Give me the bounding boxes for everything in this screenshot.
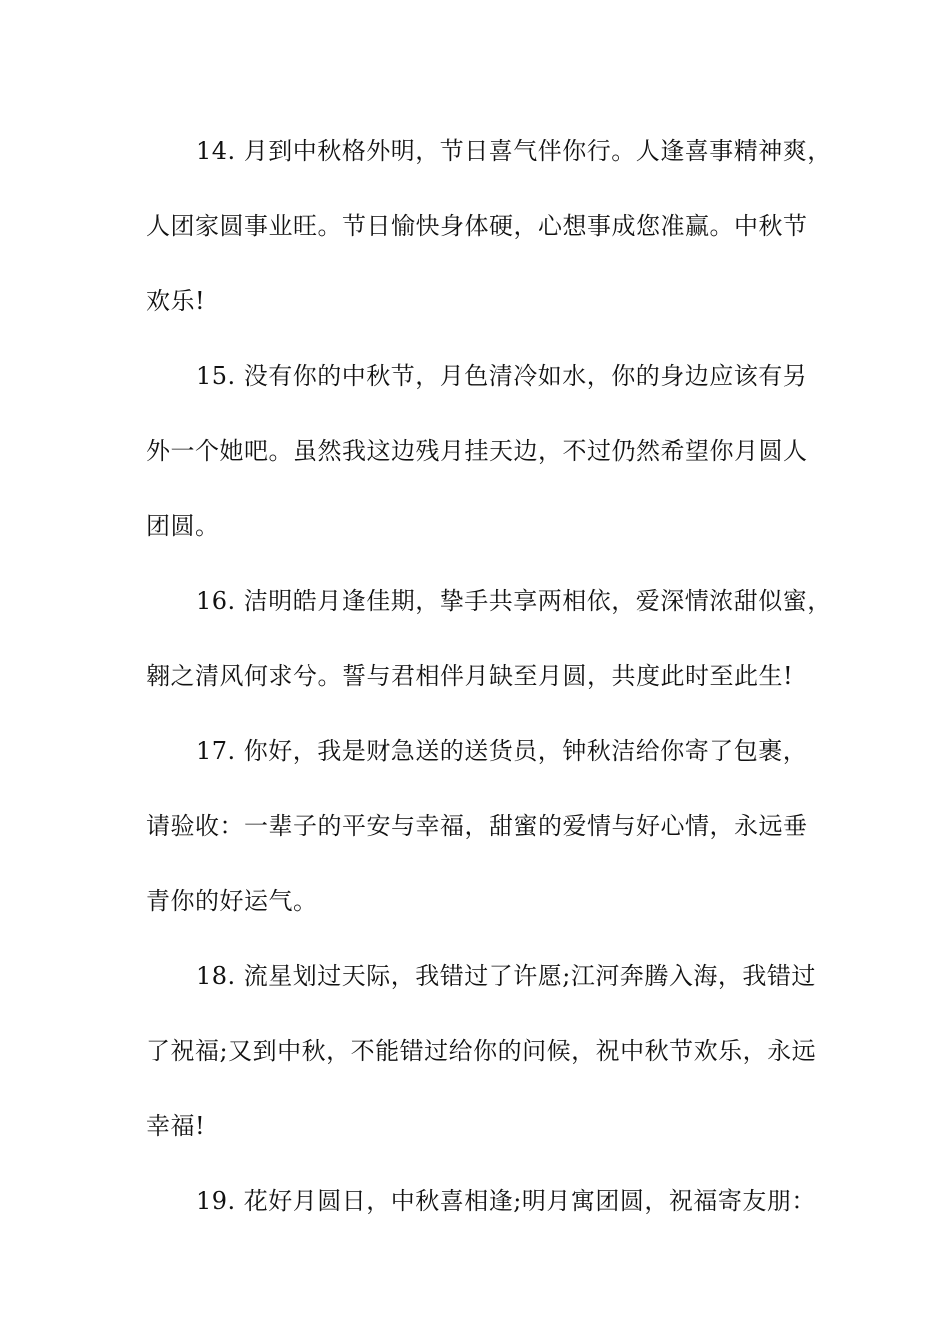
paragraph-line: 翱之清风何求兮。誓与君相伴月缺至月圆，共度此时至此生!	[146, 662, 794, 690]
paragraph-line: 16. 洁明皓月逢佳期，挚手共享两相依，爱深情浓甜似蜜，	[196, 587, 832, 615]
paragraph-14	[146, 126, 832, 351]
paragraph-15	[146, 351, 806, 576]
paragraph-line: 14. 月到中秋格外明，节日喜气伴你行。人逢喜事精神爽，	[196, 137, 832, 165]
paragraph-19	[146, 1176, 816, 1251]
paragraph-line: 青你的好运气。	[146, 887, 318, 915]
paragraph-line: 请验收：一辈子的平安与幸福，甜蜜的爱情与好心情，永远垂	[146, 812, 808, 840]
paragraph-18	[146, 951, 817, 1176]
paragraph-line: 外一个她吧。虽然我这边残月挂天边，不过仍然希望你月圆人	[146, 437, 808, 465]
paragraph-line: 17. 你好，我是财急送的送货员，钟秋洁给你寄了包裹，	[196, 737, 808, 765]
paragraph-line: 人团家圆事业旺。节日愉快身体硬，心想事成您准赢。中秋节	[146, 212, 808, 240]
paragraph-line: 团圆。	[146, 512, 220, 540]
paragraph-list	[146, 126, 832, 1251]
paragraph-line: 幸福!	[146, 1112, 206, 1140]
paragraph-line: 欢乐!	[146, 287, 206, 315]
paragraph-line: 15. 没有你的中秋节，月色清冷如水，你的身边应该有另	[196, 362, 808, 390]
paragraph-17	[146, 726, 806, 951]
paragraph-16	[146, 576, 832, 726]
paragraph-line: 19. 花好月圆日，中秋喜相逢;明月寓团圆，祝福寄友朋：	[196, 1187, 816, 1215]
paragraph-line: 18. 流星划过天际，我错过了许愿;江河奔腾入海，我错过	[196, 962, 816, 990]
paragraph-line: 了祝福;又到中秋，不能错过给你的问候，祝中秋节欢乐，永远	[146, 1037, 817, 1065]
